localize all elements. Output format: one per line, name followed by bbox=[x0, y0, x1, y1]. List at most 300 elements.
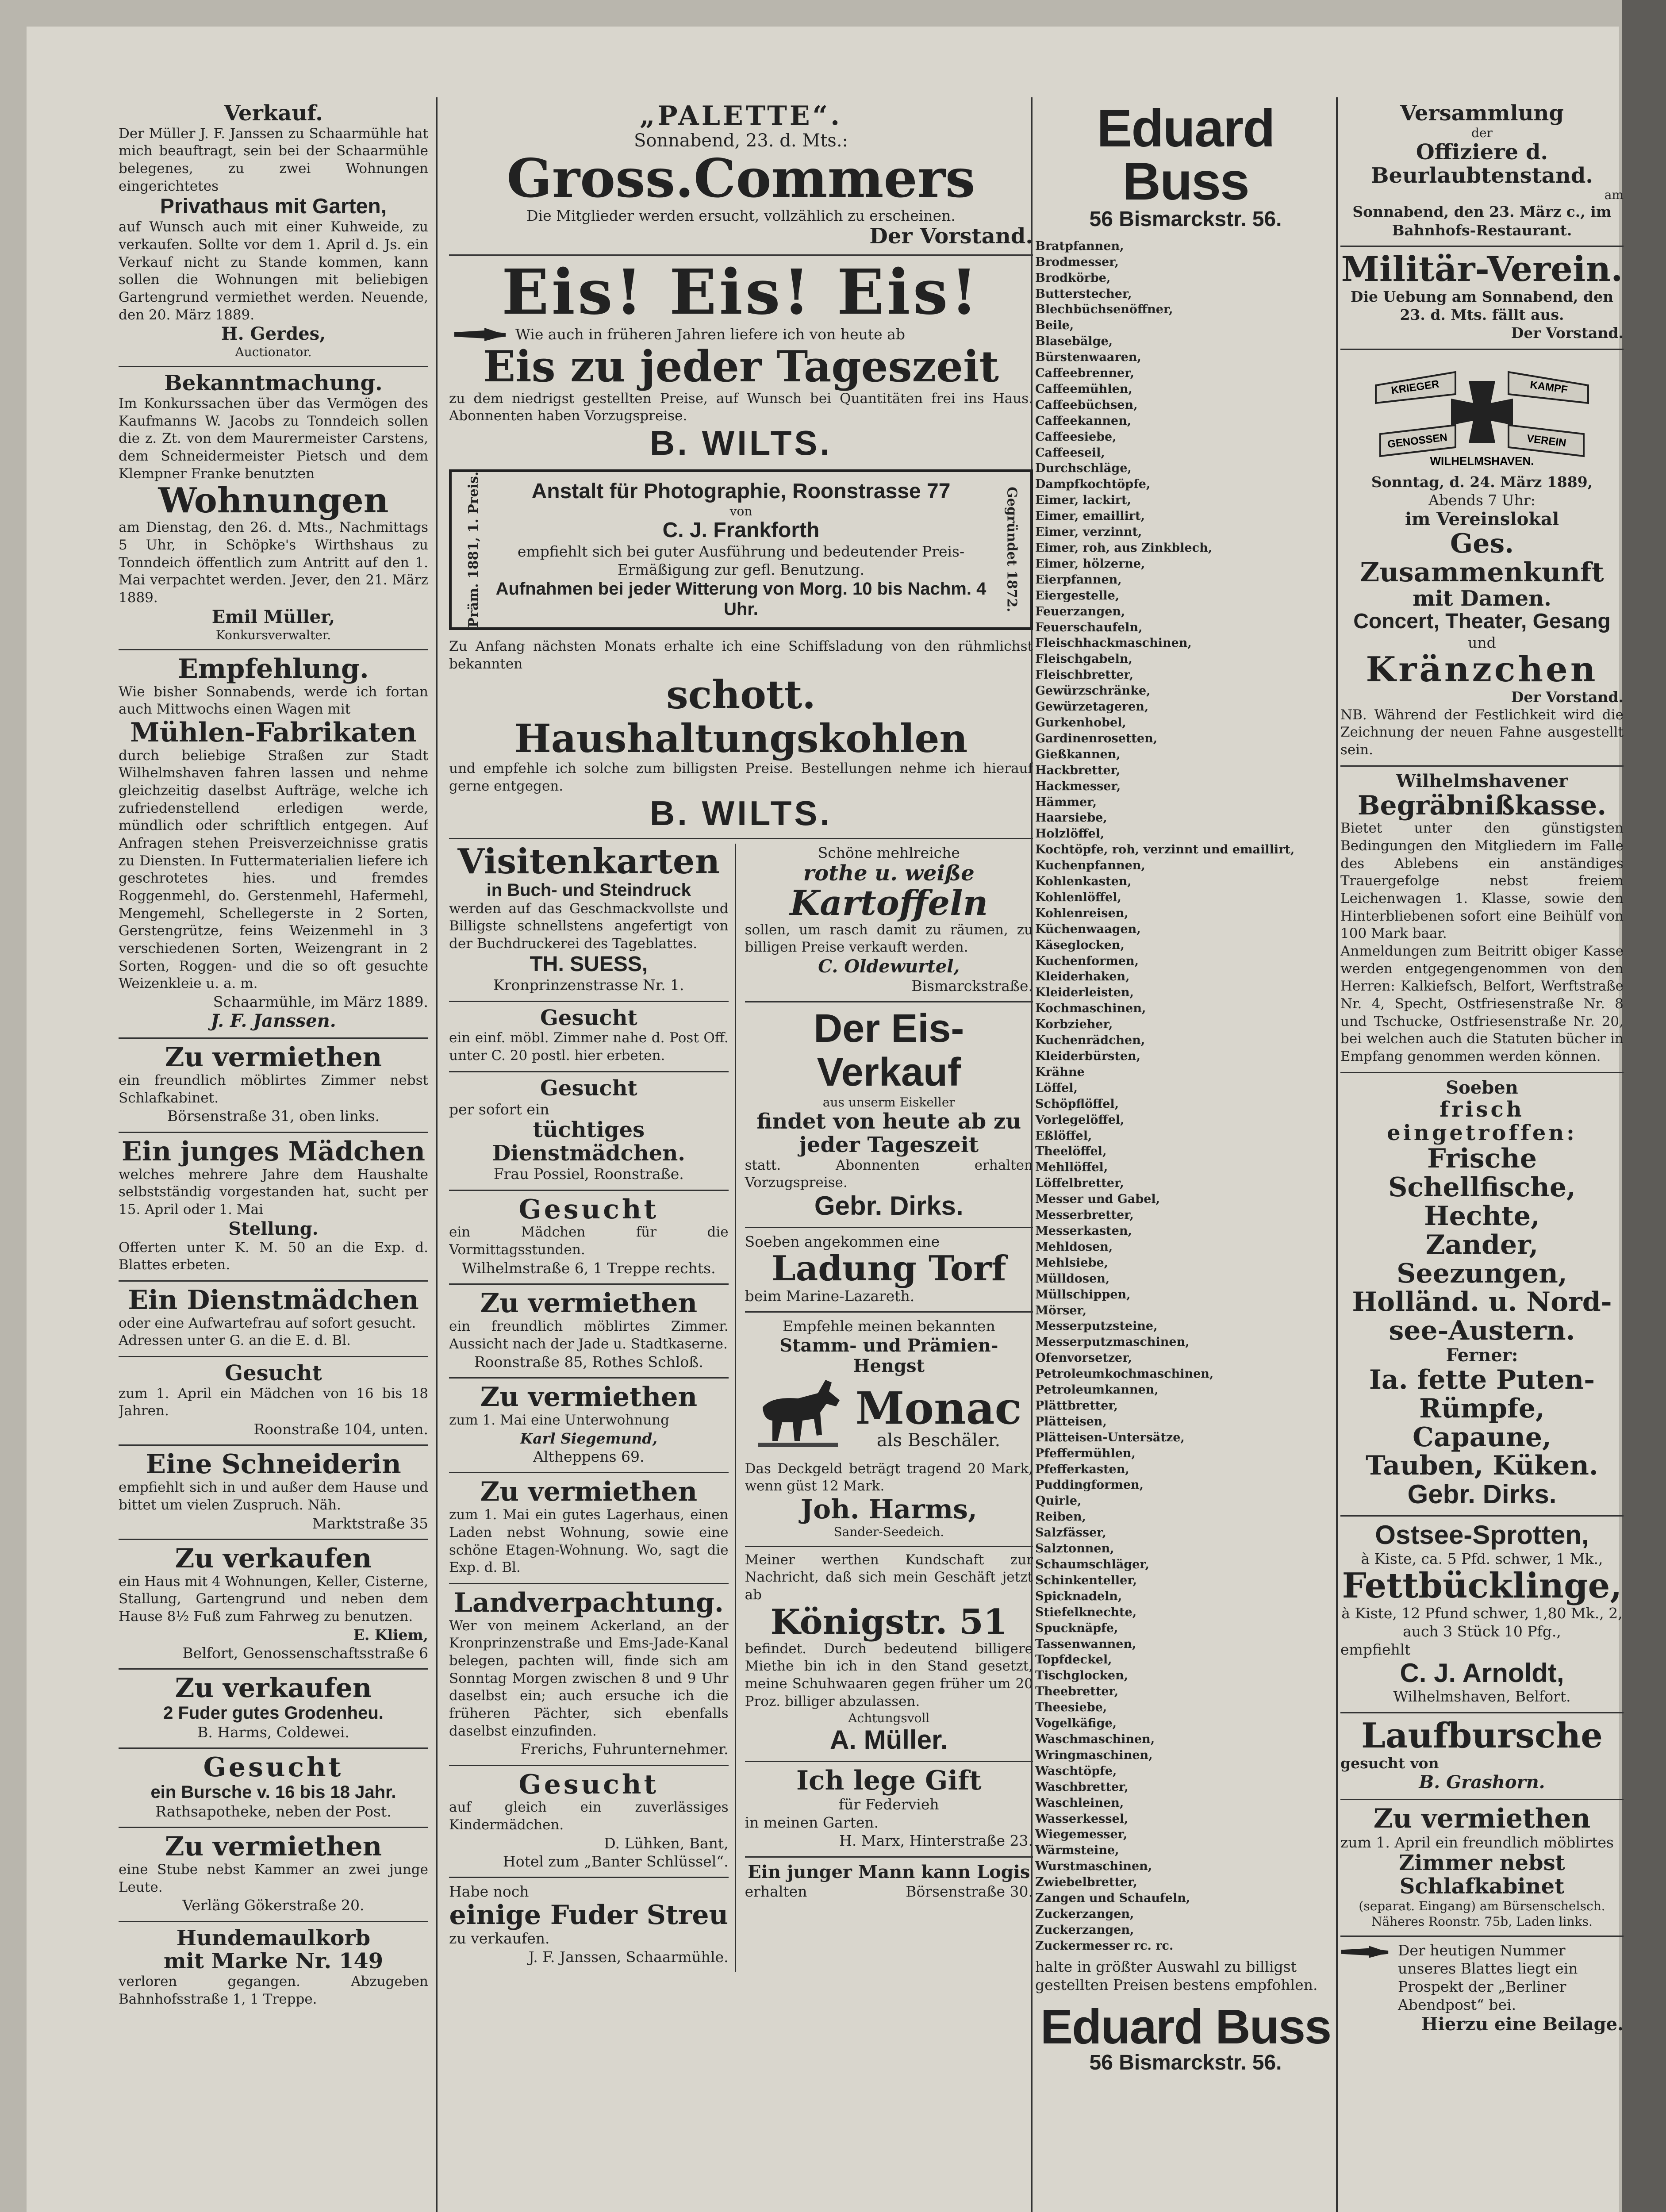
ad-title: Gesucht bbox=[518, 1769, 659, 1800]
ad-text: Der heutigen Nummer unseres Blattes liegt ein Prospekt der „Berliner Abendpost“ bei. bbox=[1398, 1941, 1578, 2014]
ad-title: Zu vermiethen bbox=[1373, 1803, 1591, 1834]
ad-schneiderin bbox=[119, 1450, 428, 1532]
ad-headline: Stellung. bbox=[228, 1218, 319, 1239]
ad-eis bbox=[449, 256, 1033, 463]
list-item: Fleischbretter, bbox=[1035, 668, 1134, 682]
divider bbox=[1340, 246, 1624, 247]
ad-text: am Dienstag, den 26. d. Mts., Nachmittags 5 Uhr, in Schöpke's Wirthshaus zu Tonndeich öffentlich zum Antritt auf den 1. Mai verpachtet werden. Jever, den 21. März 1889. bbox=[119, 519, 428, 606]
column-2 bbox=[449, 102, 1033, 1972]
ad-address: Börsenstraße 30. bbox=[906, 1882, 1033, 1900]
list-item: Holländ. u. Nord- bbox=[1352, 1286, 1612, 1318]
ad-landverpachtung bbox=[449, 1589, 729, 1759]
divider bbox=[1340, 349, 1624, 350]
ad-torf bbox=[745, 1233, 1033, 1305]
list-item: Brodmesser, bbox=[1035, 255, 1119, 269]
list-item: Caffeebrenner, bbox=[1035, 366, 1134, 380]
list-item: Rümpfe, bbox=[1419, 1393, 1545, 1424]
list-item: Kleiderbürsten, bbox=[1035, 1049, 1141, 1064]
ad-text: ein freundlich möblirtes Zimmer nebst Schlafkabinet. bbox=[119, 1072, 428, 1106]
divider bbox=[745, 1856, 1033, 1858]
ad-signature: Der Vorstand. bbox=[1511, 688, 1624, 706]
ad-signature: Frau Possiel, Roonstraße. bbox=[493, 1165, 684, 1183]
list-item: Hämmer, bbox=[1035, 795, 1097, 809]
ad-title: Ein junges Mädchen bbox=[122, 1136, 425, 1167]
ad-text: im Vereinslokal bbox=[1405, 509, 1559, 530]
ad-logis bbox=[745, 1862, 1033, 1901]
divider bbox=[119, 649, 428, 650]
ad-title: Eine Schneiderin bbox=[146, 1449, 401, 1480]
ad-subtext: Konkursverwalter. bbox=[215, 627, 331, 642]
list-item: Eierpfannen, bbox=[1035, 572, 1122, 587]
list-item: Spucknäpfe, bbox=[1035, 1621, 1118, 1635]
list-item: Kohlenreisen, bbox=[1035, 906, 1129, 920]
ad-headline: 2 Fuder gutes Grodenheu. bbox=[163, 1703, 384, 1723]
ad-date: Sonnabend, 23. d. Mts.: bbox=[633, 130, 848, 151]
ad-text: und bbox=[1468, 634, 1496, 652]
ad-title: „PALETTE“. bbox=[639, 102, 843, 131]
divider bbox=[449, 1001, 729, 1002]
ad-signature: B. WILTS. bbox=[649, 423, 833, 463]
list-item: Quirle, bbox=[1035, 1494, 1082, 1508]
ad-title: Anstalt für Photographie, Roonstrasse 77 bbox=[531, 479, 951, 503]
list-item: Petroleumkochmaschinen, bbox=[1035, 1367, 1214, 1381]
ad-text: statt. Abonnenten erhalten Vorzugspreise. bbox=[745, 1157, 1033, 1191]
ad-address: Wilhelmstraße 6, 1 Treppe rechts. bbox=[462, 1259, 716, 1277]
ad-sprotten bbox=[1340, 1521, 1624, 1706]
ad-signature: TH. SUESS, bbox=[530, 952, 648, 976]
list-item: Topfdeckel, bbox=[1035, 1653, 1112, 1667]
ad-text: sollen, um rasch damit zu räumen, zu billigen Preise verkauft werden. bbox=[745, 922, 1033, 956]
ad-visitenkarten bbox=[449, 841, 729, 995]
ad-gesucht-1 bbox=[119, 1362, 428, 1438]
ad-signature: B. Harms, Coldewei. bbox=[197, 1723, 349, 1741]
list-item: Kohlenlöffel, bbox=[1035, 890, 1121, 904]
list-item: Kochmaschinen, bbox=[1035, 1002, 1146, 1016]
ad-headline: in Buch- und Steindruck bbox=[486, 880, 691, 900]
ad-text: zum 1. April ein Mädchen von 16 bis 18 Jahren. bbox=[119, 1385, 428, 1419]
ad-fische bbox=[1340, 1078, 1624, 1509]
ad-headline: C. J. Frankforth bbox=[662, 518, 820, 542]
list-item: Kleiderleisten, bbox=[1035, 986, 1134, 1000]
list-item: Waschleinen, bbox=[1035, 1796, 1124, 1810]
ad-text: Anmeldungen zum Beitritt obiger Kasse werden entgegengenommen von den Herren: Kalkiefsch, Belfort, Werftstraße Nr. 4, Specht, Ostfriesenstraße Nr. 8 und Tschucke, Ostfriesenstraße Nr. 20, bei welchen auch die Statuten bücher in Empfang genommen werden können. bbox=[1340, 943, 1624, 1065]
divider bbox=[119, 1444, 428, 1446]
list-item: Zander, bbox=[1425, 1229, 1539, 1260]
list-item: Messerbretter, bbox=[1035, 1208, 1134, 1222]
ad-title: Militär-Verein. bbox=[1341, 249, 1623, 289]
ad-signature: C. Oldewurtel, bbox=[818, 956, 960, 977]
ad-headline: Königstr. 51 bbox=[770, 1601, 1008, 1642]
divider bbox=[119, 1132, 428, 1133]
emblem-text: WILHELMSHAVEN. bbox=[1430, 454, 1534, 468]
list-item: Holzlöffel, bbox=[1035, 827, 1105, 841]
list-item: Blasebälge, bbox=[1035, 334, 1113, 349]
list-item: Stiefelknechte, bbox=[1035, 1605, 1137, 1619]
ad-text: à Kiste, ca. 5 Pfd. schwer, 1 Mk., bbox=[1361, 1550, 1603, 1567]
ad-address: Verläng Gökerstraße 20. bbox=[182, 1897, 365, 1914]
ad-address: Bismarckstraße. bbox=[911, 977, 1033, 995]
divider bbox=[1340, 1072, 1624, 1073]
ad-title: Visitenkarten bbox=[457, 841, 720, 882]
ad-text: welches mehrere Jahre dem Haushalte selbstständig vorgestanden hat, sucht per 15. April oder 1. Mai bbox=[119, 1166, 428, 1217]
list-item: Ia. fette Puten- bbox=[1369, 1364, 1595, 1395]
list-item: Plätteisen, bbox=[1035, 1414, 1107, 1429]
list-item: Beile, bbox=[1035, 319, 1074, 333]
ad-title: Verkauf. bbox=[224, 102, 323, 126]
ad-junges-maedchen bbox=[119, 1137, 428, 1274]
list-item: Caffeesiebe, bbox=[1035, 430, 1117, 444]
list-item: Gurkenhobel, bbox=[1035, 715, 1126, 730]
list-item: Krähne bbox=[1035, 1065, 1085, 1079]
list-item: Theebretter, bbox=[1035, 1685, 1119, 1699]
ad-signature: Gebr. Dirks. bbox=[1407, 1479, 1557, 1509]
list-item: Gießkannen, bbox=[1035, 747, 1121, 761]
list-item: Kuchenformen, bbox=[1035, 954, 1139, 968]
column-2-split bbox=[449, 841, 1033, 1972]
ad-title: Zu vermiethen bbox=[480, 1382, 698, 1413]
list-item: Waschmaschinen, bbox=[1035, 1732, 1155, 1746]
divider bbox=[449, 254, 1033, 256]
column-2-left bbox=[449, 841, 736, 1972]
ad-signature: B. Grashorn. bbox=[1419, 1771, 1545, 1793]
ad-title: Der Eis-Verkauf bbox=[814, 1006, 964, 1095]
binding-strip bbox=[1622, 0, 1666, 2212]
ad-zu-vermiethen-6 bbox=[1340, 1805, 1624, 1929]
list-item: Schaumschläger, bbox=[1035, 1558, 1150, 1572]
supplement-note: Hierzu eine Beilage. bbox=[1421, 2013, 1624, 2035]
list-item: Durchschläge, bbox=[1035, 461, 1132, 476]
list-item: Butterstecher, bbox=[1035, 287, 1132, 301]
column-2-right bbox=[745, 844, 1033, 1972]
list-item: Messerkasten, bbox=[1035, 1224, 1132, 1238]
ad-text: erhalten bbox=[745, 1882, 807, 1900]
list-item: Schinkenteller, bbox=[1035, 1573, 1137, 1587]
list-item: Salztonnen, bbox=[1035, 1542, 1114, 1556]
list-item: Gewürzetageren, bbox=[1035, 700, 1149, 714]
ad-title: Wilhelmshavener bbox=[1396, 770, 1568, 791]
ad-text: Schöne mehlreiche bbox=[818, 844, 960, 861]
ad-address: Belfort, Genossenschaftsstraße 6 bbox=[182, 1644, 428, 1662]
list-item: Kuchenpfannen, bbox=[1035, 859, 1145, 873]
ad-headline: Offiziere d. Beurlaubtenstand. bbox=[1370, 139, 1593, 188]
divider bbox=[119, 1827, 428, 1828]
ad-address: Börsenstraße 31, oben links. bbox=[167, 1107, 380, 1125]
list-item: Eßlöffel, bbox=[1035, 1129, 1092, 1143]
divider bbox=[449, 838, 1033, 839]
ad-text: Im Konkurssachen über das Vermögen des Kaufmanns W. Jacobs zu Tonndeich sollen die z. Zt. von dem Maurermeister Carstens, dem Schneidermeister Pietsch und dem Klempner Franke benutzten bbox=[119, 396, 428, 482]
ad-kartoffeln bbox=[745, 844, 1033, 995]
list-item: Capaune, bbox=[1413, 1421, 1551, 1453]
list-item: Bürstenwaaren, bbox=[1035, 350, 1141, 365]
ad-prospekt bbox=[1340, 1941, 1624, 2035]
ad-text: zu dem niedrigst gestellten Preise, auf Wunsch bei Quantitäten frei ins Haus. Abonnenten haben Vorzugspreise. bbox=[449, 390, 1033, 424]
ad-text: als Beschäler. bbox=[876, 1430, 1001, 1451]
ad-side-text: Gegründet 1872. bbox=[1004, 487, 1020, 613]
list-item: Eimer, hölzerne, bbox=[1035, 557, 1145, 571]
divider bbox=[449, 1377, 729, 1379]
list-item: Ofenvorsetzer, bbox=[1035, 1351, 1132, 1365]
ad-text: Habe noch bbox=[449, 1883, 529, 1901]
ad-text: Ferner: bbox=[1446, 1345, 1518, 1366]
ad-title: Ich lege Gift bbox=[796, 1765, 982, 1797]
ad-text: (separat. Eingang) am Bürsenschelsch. Näheres Roonstr. 75b, Laden links. bbox=[1359, 1898, 1605, 1929]
list-item: Mehlsiebe, bbox=[1035, 1256, 1109, 1270]
list-item: Theelöffel, bbox=[1035, 1144, 1107, 1159]
list-item: Zangen und Schaufeln, bbox=[1035, 1891, 1190, 1905]
ad-laufbursche bbox=[1340, 1715, 1624, 1793]
emblem-text: VEREIN bbox=[1526, 432, 1567, 449]
ad-zu-verkaufen-1 bbox=[119, 1544, 428, 1662]
ad-headline: Privathaus mit Garten, bbox=[160, 195, 387, 219]
ad-text: Soeben bbox=[1446, 1077, 1518, 1098]
ad-text: empfiehlt sich bei guter Ausführung und bedeutender Preis-Ermäßigung zur gefl. Benutzung. bbox=[517, 542, 965, 578]
divider bbox=[1340, 765, 1624, 767]
ad-gift bbox=[745, 1767, 1033, 1850]
emblem-text: GENOSSEN bbox=[1386, 431, 1448, 450]
ad-text: zum 1. Mai eine Unterwohnung bbox=[449, 1412, 670, 1429]
ad-text: gesucht von bbox=[1340, 1754, 1439, 1772]
list-item: Feuerschaufeln, bbox=[1035, 620, 1143, 634]
ad-headline: Zimmer nebst Schlafkabinet bbox=[1399, 1850, 1565, 1899]
divider bbox=[119, 1037, 428, 1039]
divider bbox=[1340, 1712, 1624, 1713]
list-item: Hechte, bbox=[1424, 1201, 1540, 1232]
divider bbox=[119, 1356, 428, 1357]
ad-text: Bietet unter den günstigsten Bedingungen den Mitgliedern im Falle des Ablebens ein anständiges Trauergefolge nebst freiem Leichenwagen 1. Klasse, sowie den Hinterbliebenen sofort eine Beihülf von 100 Mark baar. bbox=[1340, 820, 1624, 942]
ad-text: der bbox=[1471, 125, 1493, 140]
ad-headline: ein Bursche v. 16 bis 18 Jahr. bbox=[150, 1782, 396, 1802]
ad-eis-verkauf bbox=[745, 1007, 1033, 1221]
ad-zu-verkaufen-2 bbox=[119, 1674, 428, 1741]
list-item: Korbzieher, bbox=[1035, 1018, 1113, 1032]
list-item: Salzfässer, bbox=[1035, 1526, 1106, 1540]
ad-text: Offerten unter K. M. 50 an die Exp. d. Blattes erbeten. bbox=[119, 1239, 428, 1273]
ad-signature: C. J. Arnoldt, bbox=[1400, 1658, 1564, 1688]
column-1 bbox=[119, 102, 428, 2015]
divider bbox=[119, 1539, 428, 1540]
list-item: Zuckerzangen, bbox=[1035, 1907, 1134, 1921]
list-item: Plätteisen-Untersätze, bbox=[1035, 1430, 1185, 1444]
ad-zu-vermiethen-1 bbox=[119, 1043, 428, 1125]
list-item: Dampfkochtöpfe, bbox=[1035, 477, 1151, 492]
ad-headline: Wohnungen bbox=[158, 480, 389, 521]
ad-title: Kartoffeln bbox=[790, 883, 988, 923]
list-item: Eimer, verzinnt, bbox=[1035, 525, 1142, 539]
list-item: Mörser, bbox=[1035, 1303, 1087, 1317]
list-item: Tauben, Küken. bbox=[1366, 1450, 1598, 1482]
ad-address: Altheppens 69. bbox=[533, 1448, 645, 1466]
ad-text: verloren gegangen. Abzugeben Bahnhofsstraße 1, 1 Treppe. bbox=[119, 1974, 428, 2007]
ad-hundemaulkorb bbox=[119, 1927, 428, 2008]
ad-title: Ladung Torf bbox=[771, 1248, 1006, 1289]
poultry-list bbox=[1340, 1366, 1624, 1480]
ad-address: Sander-Seedeich. bbox=[833, 1524, 944, 1539]
list-item: Caffeeseil, bbox=[1035, 445, 1105, 460]
ad-signature: H. Marx, Hinterstraße 23. bbox=[839, 1832, 1033, 1850]
column-4 bbox=[1340, 102, 1624, 2041]
divider bbox=[745, 1311, 1033, 1313]
list-item: Pfeffermühlen, bbox=[1035, 1446, 1136, 1460]
ad-text: auf Wunsch auch mit einer Kuhweide, zu verkaufen. Sollte vor dem 1. April d. Js. ein Verkauf nicht zu Stande kommen, kann sollen die Wohnungen mit beliebigen Gartengrund vermiethet werden. Neuende, den 20. März 1889. bbox=[119, 219, 428, 323]
ad-verkauf bbox=[119, 102, 428, 360]
ad-title: Gesucht bbox=[540, 1005, 637, 1030]
ad-text: Der Müller J. F. Janssen zu Schaarmühle hat mich beauftragt, sein bei der Schaarmühle belegenes, zu zwei Wohnungen eingerichtetes bbox=[119, 125, 428, 194]
ad-signature: Emil Müller, bbox=[211, 606, 335, 627]
list-item: Waschtöpfe, bbox=[1035, 1764, 1117, 1778]
ad-signature: A. Müller. bbox=[829, 1725, 948, 1755]
list-item: Brodkörbe, bbox=[1035, 271, 1111, 285]
ad-signature: J. F. Janssen, Schaarmühle. bbox=[528, 1948, 729, 1966]
list-item: Löffelbretter, bbox=[1035, 1176, 1124, 1190]
divider bbox=[449, 1765, 729, 1766]
ad-zu-vermiethen-5 bbox=[449, 1478, 729, 1576]
list-item: Vorlegelöffel, bbox=[1035, 1113, 1125, 1127]
ad-title: Zu verkaufen bbox=[175, 1673, 372, 1704]
ad-text: ein freundlich möblirtes Zimmer. Aussicht nach der Jade u. Stadtkaserne. bbox=[449, 1318, 729, 1352]
ad-headline: findet von heute ab zu jeder Tageszeit bbox=[756, 1109, 1021, 1158]
ad-headline: schott. Haushaltungskohlen bbox=[514, 672, 968, 761]
ad-headline: Ges. Zusammenkunft bbox=[1360, 528, 1604, 588]
ad-headline: mit Marke Nr. 149 bbox=[163, 1949, 384, 1974]
ad-title: Zu vermiethen bbox=[165, 1831, 382, 1863]
ad-address: 56 Bismarckstr. 56. bbox=[1089, 2051, 1282, 2075]
list-item: Vogelkäfige, bbox=[1035, 1717, 1117, 1731]
list-item: Waschbretter, bbox=[1035, 1780, 1129, 1794]
ad-signature: Frerichs, Fuhrunternehmer. bbox=[520, 1740, 729, 1758]
list-item: Müllschippen, bbox=[1035, 1287, 1131, 1302]
list-item: Eimer, lackirt, bbox=[1035, 493, 1131, 507]
ad-signature: Gebr. Dirks. bbox=[814, 1191, 964, 1221]
ad-title: Hundemaulkorb bbox=[176, 1925, 371, 1951]
ad-text: Concert, Theater, Gesang bbox=[1353, 610, 1611, 634]
ad-text: per sofort ein bbox=[449, 1100, 549, 1118]
ad-headline: Eis zu jeder Tageszeit bbox=[483, 342, 999, 392]
ad-title: Ostsee-Sprotten, bbox=[1375, 1520, 1589, 1550]
ad-militaer-verein bbox=[1340, 251, 1624, 342]
list-item: Spicknadeln, bbox=[1035, 1589, 1122, 1603]
list-item: Puddingformen, bbox=[1035, 1478, 1144, 1492]
ad-text: Wie auch in früheren Jahren liefere ich von heute ab bbox=[515, 325, 905, 343]
ad-address: Wilhelmshaven, Belfort. bbox=[1393, 1688, 1571, 1705]
list-item: Messerputzsteine, bbox=[1035, 1319, 1158, 1333]
divider bbox=[449, 1877, 729, 1878]
ad-subtext: Auctionator. bbox=[235, 345, 312, 360]
divider bbox=[119, 1921, 428, 1922]
ad-signature: E. Kliem, bbox=[353, 1626, 428, 1644]
ad-title: Zu vermiethen bbox=[165, 1042, 382, 1073]
ad-empfehlung bbox=[119, 655, 428, 1032]
ad-text: oder eine Aufwartefrau auf sofort gesucht. bbox=[119, 1315, 416, 1331]
ad-koenigstr bbox=[745, 1551, 1033, 1755]
ad-signature: Karl Siegemund, bbox=[520, 1429, 657, 1447]
ad-title: Kränzchen bbox=[1366, 649, 1598, 690]
ad-streu bbox=[449, 1882, 729, 1966]
ad-signature: Der Vorstand. bbox=[869, 224, 1033, 249]
ad-title: Bekanntmachung. bbox=[164, 371, 383, 396]
ad-text: Adressen unter G. an die E. d. Bl. bbox=[119, 1333, 351, 1349]
ad-subtitle: rothe u. weiße bbox=[803, 860, 975, 886]
ad-title: Gesucht bbox=[203, 1752, 344, 1783]
ad-signature: B. WILTS. bbox=[649, 793, 833, 833]
fish-list bbox=[1340, 1144, 1624, 1345]
ad-text: eine Stube nebst Kammer an zwei junge Leute. bbox=[119, 1861, 428, 1895]
list-item: see-Austern. bbox=[1389, 1315, 1575, 1347]
ad-text: durch beliebige Straßen zur Stadt Wilhelmshaven fahren lassen und nehme gleichzeitig daselbst Aufträge, welche ich zufriedenstellend erledigen werde, mündlich oder schriftlich entgegen. Auf Anfragen stehen Preisverzeichnisse gratis zu Diensten. In Futtermaterialien liefere ich geschrotetes hies. und fremdes Roggenmehl, do. Gerstenmehl, Hafermehl, Mengemehl, Schellegerste in 2 Sorten, Gerstengrütze, feins Weizenmehl in 3 verschiedenen Sorten, Weizengrant in 2 Sorten, Roggen- und die so oft gesuchte Weizenkleie u. a. m. bbox=[119, 747, 428, 992]
ad-address: Roonstraße 85, Rothes Schloß. bbox=[474, 1353, 703, 1371]
ad-text: Abends 7 Uhr: bbox=[1428, 491, 1535, 509]
list-item: Zuckermesser rc. rc. bbox=[1035, 1939, 1174, 1953]
ad-signature: D. Lühken, Bant, bbox=[604, 1834, 729, 1852]
list-item: Zwiebelbretter, bbox=[1035, 1875, 1137, 1889]
divider bbox=[119, 1747, 428, 1749]
ad-title: Empfehlung. bbox=[178, 653, 369, 684]
ad-text: auf gleich ein zuverlässiges Kindermädchen. bbox=[449, 1799, 729, 1833]
ad-address: Roonstraße 104, unten. bbox=[253, 1421, 428, 1438]
ad-text: und empfehle ich solche zum billigsten Preise. Bestellungen nehme ich hierauf gerne entgegen. bbox=[449, 760, 1033, 795]
list-item: Käseglocken, bbox=[1035, 938, 1125, 952]
ad-text: Aufnahmen bei jeder Witterung von Morg. 10 bis Nachm. 4 Uhr. bbox=[495, 579, 987, 619]
ad-dienstmaedchen bbox=[119, 1286, 428, 1350]
ad-photographie bbox=[449, 469, 1033, 630]
ad-text: Rathsapotheke, neben der Post. bbox=[155, 1802, 392, 1820]
column-rule bbox=[1336, 97, 1338, 2212]
ad-headline: tüchtiges Dienstmädchen. bbox=[492, 1117, 685, 1166]
divider bbox=[449, 1071, 729, 1072]
ad-text: am bbox=[1604, 188, 1624, 203]
ad-text: zu verkaufen. bbox=[449, 1930, 550, 1947]
ad-signature: Der Vorstand. bbox=[1511, 324, 1624, 342]
divider bbox=[119, 1668, 428, 1670]
divider bbox=[449, 1283, 729, 1285]
ad-text: halte in größter Auswahl zu billigst gestellten Preisen bestens empfohlen. bbox=[1035, 1958, 1318, 1993]
ad-text: Achtungsvoll bbox=[848, 1711, 930, 1726]
ad-title: Laufbursche bbox=[1361, 1715, 1603, 1756]
emblem-text: KAMPF bbox=[1529, 378, 1569, 396]
list-item: Kuchenrädchen, bbox=[1035, 1033, 1145, 1048]
list-item: Haarsiebe, bbox=[1035, 811, 1107, 825]
ad-gesucht-6 bbox=[449, 1770, 729, 1871]
ad-address: 56 Bismarckstr. 56. bbox=[1089, 207, 1282, 231]
pointing-hand-icon bbox=[453, 326, 507, 343]
ad-text: werden auf das Geschmackvollste und Billigste schnellstens angefertigt von der Buchdruckerei des Tageblattes. bbox=[449, 900, 729, 952]
item-list bbox=[1035, 238, 1336, 1954]
list-item: Schöpflöffel, bbox=[1035, 1097, 1119, 1111]
ad-headline: Gross.Commers bbox=[507, 147, 975, 210]
list-item: Caffeemühlen, bbox=[1035, 382, 1132, 396]
ad-text: in meinen Garten. bbox=[745, 1814, 879, 1832]
column-rule bbox=[436, 97, 438, 2212]
ad-title: Eis! Eis! Eis! bbox=[502, 256, 980, 329]
ad-title: Ein Dienstmädchen bbox=[128, 1284, 419, 1316]
list-item: Caffeebüchsen, bbox=[1035, 398, 1138, 412]
ad-headline: Mühlen-Fabrikaten bbox=[130, 717, 417, 748]
ad-title: Versammlung bbox=[1400, 102, 1564, 126]
ad-title: Monac bbox=[855, 1382, 1022, 1434]
column-3 bbox=[1035, 102, 1336, 2075]
ad-text: Soeben angekommen eine bbox=[745, 1233, 940, 1250]
ad-address: Marktstraße 35 bbox=[312, 1514, 428, 1532]
ad-subtitle: frisch eingetroffen: bbox=[1387, 1097, 1577, 1145]
divider bbox=[119, 366, 428, 367]
ad-zu-vermiethen-3 bbox=[449, 1289, 729, 1371]
divider bbox=[745, 1227, 1033, 1228]
divider bbox=[1340, 1799, 1624, 1800]
list-item: Reiben, bbox=[1035, 1510, 1086, 1524]
list-item: Eiergestelle, bbox=[1035, 588, 1120, 603]
ad-title: Eduard Buss bbox=[1097, 102, 1274, 211]
list-item: Eimer, emaillirt, bbox=[1035, 509, 1145, 523]
ad-title: Zu verkaufen bbox=[175, 1543, 372, 1574]
